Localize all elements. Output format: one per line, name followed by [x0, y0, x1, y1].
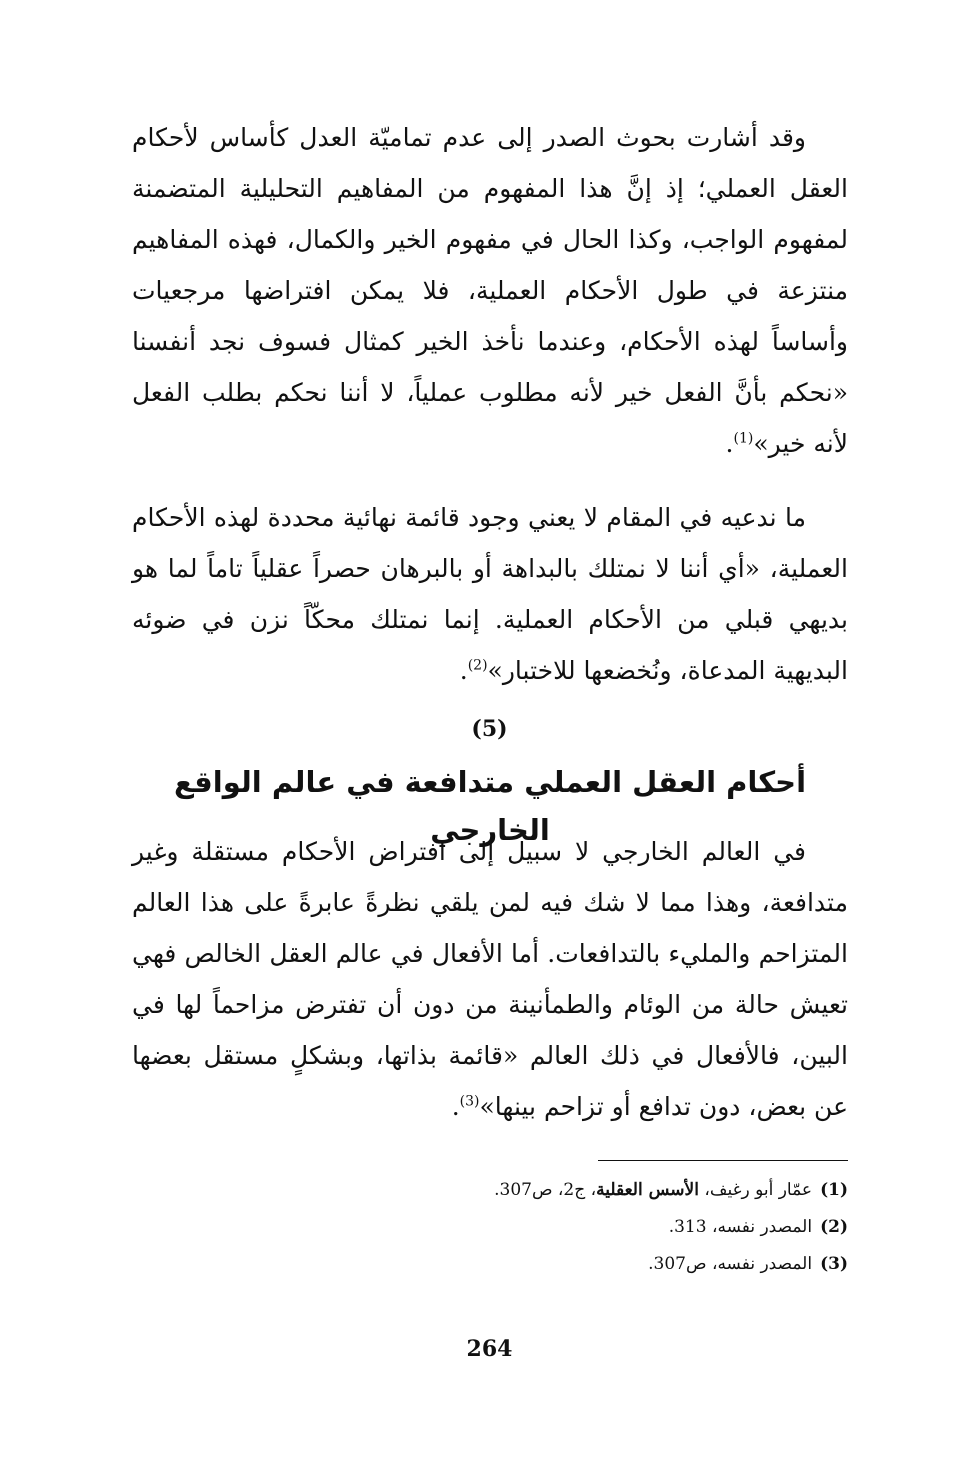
paragraph-1-body: وقد أشارت بحوث الصدر إلى عدم تماميّة العدل كأساس لأحكام العقل العملي؛ إذ إنَّ هذا المفهوم من المفاهيم التحليلية المتضمنة لمفهوم الواجب، وكذا الحال في مفهوم الخير والكمال، فهذه المفاهيم منتزعة في طول الأحكام العملية، فلا يمكن افتراضها مرجعيات وأساساً لهذه الأحكام، وعندما نأخذ الخير كمثال فسوف نجد أنفسنا «نحكم بأنَّ الفعل خير لأنه مطلوب عملياً، لا أننا نحكم بطلب الفعل لأنه خير»	[132, 123, 848, 458]
section-number: (5)	[471, 716, 508, 742]
footnote-3-number: (3)	[820, 1254, 848, 1274]
footnote-1-book-title: الأسس العقلية	[596, 1180, 699, 1200]
section-heading: أحكام العقل العملي متدافعة في عالم الواقع الخارجي	[173, 765, 807, 847]
paragraph-2-body: ما ندعيه في المقام لا يعني وجود قائمة نهائية محددة لهذه الأحكام العملية، «أي أننا لا نمتلك بالبداهة أو بالبرهان حصراً عقلياً تاماً لما هو بديهي قبلي من الأحكام العملية. إنما نمتلك محكّاً نزن في ضوئه البديهية المدعاة، ونُخضعها للاختبار»	[132, 503, 848, 685]
footnote-1	[132, 1172, 848, 1209]
paragraph-2	[132, 492, 848, 696]
footnote-2	[132, 1209, 848, 1246]
paragraph-1	[132, 112, 848, 469]
footnote-ref-3: (3)	[459, 1093, 480, 1110]
footnotes-list	[132, 1172, 848, 1283]
paragraph-1-text	[132, 112, 848, 469]
footnote-ref-2: (2)	[467, 657, 488, 674]
paragraph-3-body: في العالم الخارجي لا سبيل إلى افتراض الأحكام مستقلة وغير متدافعة، وهذا مما لا شك فيه لمن يلقي نظرةً عابرةً على هذا العالم المتزاحم والمليء بالتدافعات. أما الأفعال في عالم العقل الخالص فهي تعيش حالة من الوئام والطمأنينة من دون أن تفترض مزاحماً لها في البين، فالأفعال في ذلك العالم «قائمة بذاتها، وبشكلٍ مستقل بعضها عن بعض، دون تدافع أو تزاحم بينها»	[132, 837, 848, 1121]
footnote-3-text: المصدر نفسه، ص307.	[648, 1254, 813, 1274]
footnote-2-number: (2)	[820, 1217, 848, 1237]
paragraph-2-end: .	[459, 656, 468, 685]
footnote-ref-1: (1)	[733, 430, 754, 447]
footnote-divider	[598, 1160, 848, 1161]
paragraph-3-end: .	[451, 1092, 460, 1121]
page-number: 264	[466, 1336, 513, 1362]
footnote-1-author: عمّار أبو رغيف،	[698, 1180, 813, 1200]
footnote-1-number: (1)	[820, 1180, 848, 1200]
paragraph-3	[132, 826, 848, 1132]
paragraph-2-text	[132, 492, 848, 696]
footnote-1-citation: ، ج2، ص307.	[494, 1180, 597, 1200]
footnote-3	[132, 1246, 848, 1283]
footnote-2-text: المصدر نفسه، 313.	[668, 1217, 813, 1237]
paragraph-1-end: .	[725, 429, 734, 458]
paragraph-3-text	[132, 826, 848, 1132]
